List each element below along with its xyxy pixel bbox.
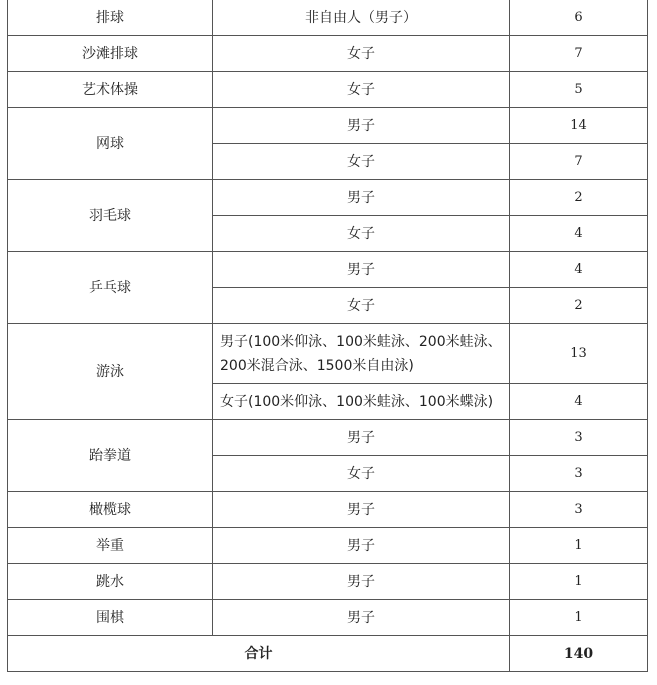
count-cell: 7 — [510, 36, 648, 72]
category-cell: 男子 — [213, 528, 510, 564]
sport-name: 跳水 — [8, 564, 213, 600]
sport-name: 跆拳道 — [8, 420, 213, 492]
count-cell: 1 — [510, 564, 648, 600]
table-row — [8, 600, 648, 636]
count-cell: 3 — [510, 492, 648, 528]
quota-table — [7, 0, 648, 672]
table-row — [8, 0, 648, 36]
table-row — [8, 528, 648, 564]
category-cell: 女子 — [213, 144, 510, 180]
count-cell: 5 — [510, 72, 648, 108]
table-row — [8, 252, 648, 288]
count-cell: 4 — [510, 216, 648, 252]
category-cell: 女子(100米仰泳、100米蛙泳、100米蝶泳) — [213, 384, 510, 420]
count-cell: 1 — [510, 600, 648, 636]
table-row — [8, 324, 648, 384]
count-cell: 3 — [510, 420, 648, 456]
total-row — [8, 636, 648, 672]
category-cell: 女子 — [213, 72, 510, 108]
sport-name: 排球 — [8, 0, 213, 36]
table-row — [8, 420, 648, 456]
count-cell: 1 — [510, 528, 648, 564]
count-cell: 2 — [510, 180, 648, 216]
category-cell — [213, 324, 510, 384]
category-cell: 男子 — [213, 492, 510, 528]
category-cell: 女子 — [213, 216, 510, 252]
category-cell: 男子 — [213, 564, 510, 600]
category-cell: 男子 — [213, 252, 510, 288]
count-cell: 4 — [510, 252, 648, 288]
total-label: 合计 — [8, 636, 510, 672]
sport-name: 网球 — [8, 108, 213, 180]
sport-name: 游泳 — [8, 324, 213, 420]
category-cell: 女子 — [213, 36, 510, 72]
category-cell: 男子 — [213, 420, 510, 456]
count-cell: 6 — [510, 0, 648, 36]
sport-name: 围棋 — [8, 600, 213, 636]
count-cell: 4 — [510, 384, 648, 420]
category-cell: 男子 — [213, 180, 510, 216]
count-cell: 14 — [510, 108, 648, 144]
count-cell: 13 — [510, 324, 648, 384]
table-row — [8, 72, 648, 108]
table-row — [8, 492, 648, 528]
sport-name: 沙滩排球 — [8, 36, 213, 72]
count-cell: 2 — [510, 288, 648, 324]
count-cell: 3 — [510, 456, 648, 492]
table-row — [8, 108, 648, 144]
category-cell: 女子 — [213, 456, 510, 492]
count-cell: 7 — [510, 144, 648, 180]
category-line: 200米混合泳、1500米自由泳) — [220, 357, 414, 374]
total-count: 140 — [510, 636, 648, 672]
sport-name: 举重 — [8, 528, 213, 564]
category-cell: 男子 — [213, 108, 510, 144]
category-cell: 男子 — [213, 600, 510, 636]
table-row — [8, 564, 648, 600]
sport-name: 橄榄球 — [8, 492, 213, 528]
table-row — [8, 36, 648, 72]
sport-name: 乒乓球 — [8, 252, 213, 324]
table-row — [8, 180, 648, 216]
category-cell: 女子 — [213, 288, 510, 324]
sport-name: 羽毛球 — [8, 180, 213, 252]
category-line: 男子(100米仰泳、100米蛙泳、200米蛙泳、 — [220, 333, 502, 350]
category-cell: 非自由人（男子） — [213, 0, 510, 36]
sport-name: 艺术体操 — [8, 72, 213, 108]
